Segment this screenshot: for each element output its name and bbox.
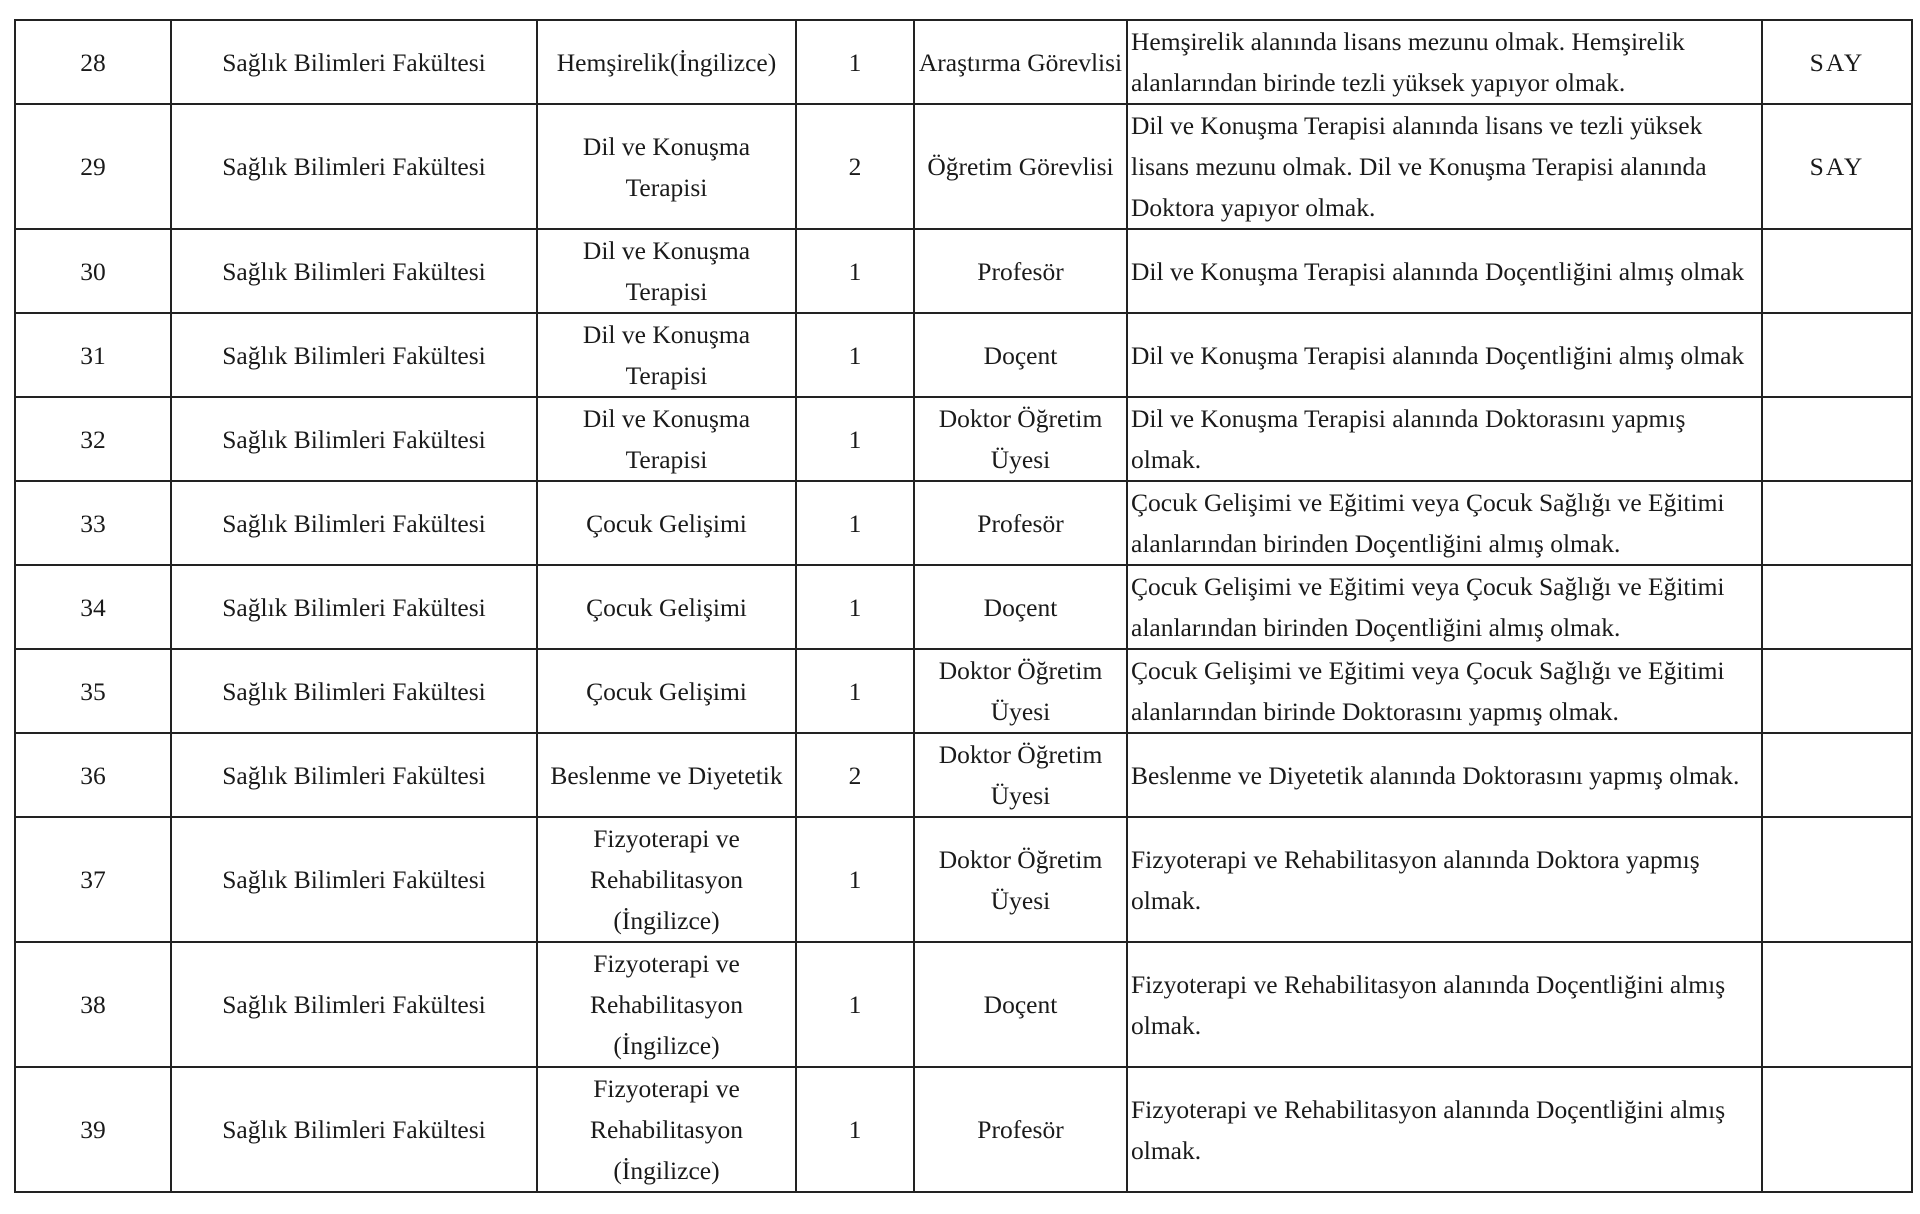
positions-table xyxy=(14,19,1913,1193)
table-row xyxy=(15,229,1912,313)
exam-type xyxy=(1762,313,1912,397)
position-count: 1 xyxy=(796,817,914,942)
exam-type xyxy=(1762,649,1912,733)
department-cell: Dil ve Konuşma Terapisi xyxy=(537,313,796,397)
academic-title: Doçent xyxy=(914,942,1127,1067)
department-cell: Fizyoterapi ve Rehabilitasyon (İngilizce) xyxy=(537,942,796,1067)
academic-title: Araştırma Görevlisi xyxy=(914,20,1127,104)
department-cell: Çocuk Gelişimi xyxy=(537,565,796,649)
position-count: 1 xyxy=(796,565,914,649)
table-row xyxy=(15,733,1912,817)
faculty-cell: Sağlık Bilimleri Fakültesi xyxy=(171,649,537,733)
faculty-cell: Sağlık Bilimleri Fakültesi xyxy=(171,229,537,313)
faculty-cell: Sağlık Bilimleri Fakültesi xyxy=(171,1067,537,1192)
department-cell: Çocuk Gelişimi xyxy=(537,649,796,733)
faculty-cell: Sağlık Bilimleri Fakültesi xyxy=(171,313,537,397)
exam-type xyxy=(1762,817,1912,942)
conditions-cell: Beslenme ve Diyetetik alanında Doktorasını yapmış olmak. xyxy=(1127,733,1762,817)
row-number: 30 xyxy=(15,229,171,313)
department-cell: Dil ve Konuşma Terapisi xyxy=(537,229,796,313)
exam-type xyxy=(1762,942,1912,1067)
department-cell: Dil ve Konuşma Terapisi xyxy=(537,104,796,229)
exam-type xyxy=(1762,1067,1912,1192)
faculty-cell: Sağlık Bilimleri Fakültesi xyxy=(171,481,537,565)
row-number: 34 xyxy=(15,565,171,649)
faculty-cell: Sağlık Bilimleri Fakültesi xyxy=(171,733,537,817)
faculty-cell: Sağlık Bilimleri Fakültesi xyxy=(171,104,537,229)
exam-type xyxy=(1762,565,1912,649)
department-cell: Dil ve Konuşma Terapisi xyxy=(537,397,796,481)
conditions-cell: Hemşirelik alanında lisans mezunu olmak. Hemşirelik alanlarından birinde tezli yüksek yapıyor olmak. xyxy=(1127,20,1762,104)
row-number: 29 xyxy=(15,104,171,229)
conditions-cell: Fizyoterapi ve Rehabilitasyon alanında Doçentliğini almış olmak. xyxy=(1127,942,1762,1067)
faculty-cell: Sağlık Bilimleri Fakültesi xyxy=(171,397,537,481)
exam-type xyxy=(1762,229,1912,313)
exam-type: SAY xyxy=(1762,20,1912,104)
row-number: 37 xyxy=(15,817,171,942)
position-count: 1 xyxy=(796,1067,914,1192)
row-number: 33 xyxy=(15,481,171,565)
academic-title: Doktor Öğretim Üyesi xyxy=(914,397,1127,481)
table-row xyxy=(15,104,1912,229)
faculty-cell: Sağlık Bilimleri Fakültesi xyxy=(171,565,537,649)
position-count: 1 xyxy=(796,20,914,104)
conditions-cell: Dil ve Konuşma Terapisi alanında lisans ve tezli yüksek lisans mezunu olmak. Dil ve Konuşma Terapisi alanında Doktora yapıyor olmak. xyxy=(1127,104,1762,229)
position-count: 2 xyxy=(796,733,914,817)
faculty-cell: Sağlık Bilimleri Fakültesi xyxy=(171,817,537,942)
table-row xyxy=(15,313,1912,397)
academic-title: Profesör xyxy=(914,1067,1127,1192)
department-cell: Çocuk Gelişimi xyxy=(537,481,796,565)
academic-title: Doktor Öğretim Üyesi xyxy=(914,733,1127,817)
academic-title: Doçent xyxy=(914,313,1127,397)
exam-type: SAY xyxy=(1762,104,1912,229)
row-number: 36 xyxy=(15,733,171,817)
table-row xyxy=(15,817,1912,942)
department-cell: Beslenme ve Diyetetik xyxy=(537,733,796,817)
row-number: 35 xyxy=(15,649,171,733)
table-row xyxy=(15,649,1912,733)
academic-title: Doktor Öğretim Üyesi xyxy=(914,817,1127,942)
conditions-cell: Dil ve Konuşma Terapisi alanında Doçentliğini almış olmak xyxy=(1127,313,1762,397)
department-cell: Fizyoterapi ve Rehabilitasyon (İngilizce) xyxy=(537,1067,796,1192)
academic-title: Öğretim Görevlisi xyxy=(914,104,1127,229)
position-count: 2 xyxy=(796,104,914,229)
faculty-cell: Sağlık Bilimleri Fakültesi xyxy=(171,942,537,1067)
row-number: 31 xyxy=(15,313,171,397)
exam-type xyxy=(1762,733,1912,817)
table-row xyxy=(15,942,1912,1067)
position-count: 1 xyxy=(796,229,914,313)
academic-title: Profesör xyxy=(914,229,1127,313)
table-row xyxy=(15,481,1912,565)
academic-title: Profesör xyxy=(914,481,1127,565)
academic-title: Doçent xyxy=(914,565,1127,649)
department-cell: Hemşirelik(İngilizce) xyxy=(537,20,796,104)
conditions-cell: Fizyoterapi ve Rehabilitasyon alanında Doçentliğini almış olmak. xyxy=(1127,1067,1762,1192)
table-row xyxy=(15,565,1912,649)
table-row xyxy=(15,20,1912,104)
position-count: 1 xyxy=(796,942,914,1067)
table-row xyxy=(15,397,1912,481)
position-count: 1 xyxy=(796,313,914,397)
conditions-cell: Dil ve Konuşma Terapisi alanında Doktorasını yapmış olmak. xyxy=(1127,397,1762,481)
exam-type xyxy=(1762,481,1912,565)
exam-type xyxy=(1762,397,1912,481)
conditions-cell: Çocuk Gelişimi ve Eğitimi veya Çocuk Sağlığı ve Eğitimi alanlarından birinden Doçentliğini almış olmak. xyxy=(1127,565,1762,649)
row-number: 38 xyxy=(15,942,171,1067)
conditions-cell: Dil ve Konuşma Terapisi alanında Doçentliğini almış olmak xyxy=(1127,229,1762,313)
position-count: 1 xyxy=(796,397,914,481)
row-number: 39 xyxy=(15,1067,171,1192)
table-row xyxy=(15,1067,1912,1192)
faculty-cell: Sağlık Bilimleri Fakültesi xyxy=(171,20,537,104)
row-number: 28 xyxy=(15,20,171,104)
department-cell: Fizyoterapi ve Rehabilitasyon (İngilizce) xyxy=(537,817,796,942)
row-number: 32 xyxy=(15,397,171,481)
conditions-cell: Çocuk Gelişimi ve Eğitimi veya Çocuk Sağlığı ve Eğitimi alanlarından birinde Doktorasını yapmış olmak. xyxy=(1127,649,1762,733)
position-count: 1 xyxy=(796,481,914,565)
academic-title: Doktor Öğretim Üyesi xyxy=(914,649,1127,733)
conditions-cell: Fizyoterapi ve Rehabilitasyon alanında Doktora yapmış olmak. xyxy=(1127,817,1762,942)
conditions-cell: Çocuk Gelişimi ve Eğitimi veya Çocuk Sağlığı ve Eğitimi alanlarından birinden Doçentliğini almış olmak. xyxy=(1127,481,1762,565)
position-count: 1 xyxy=(796,649,914,733)
